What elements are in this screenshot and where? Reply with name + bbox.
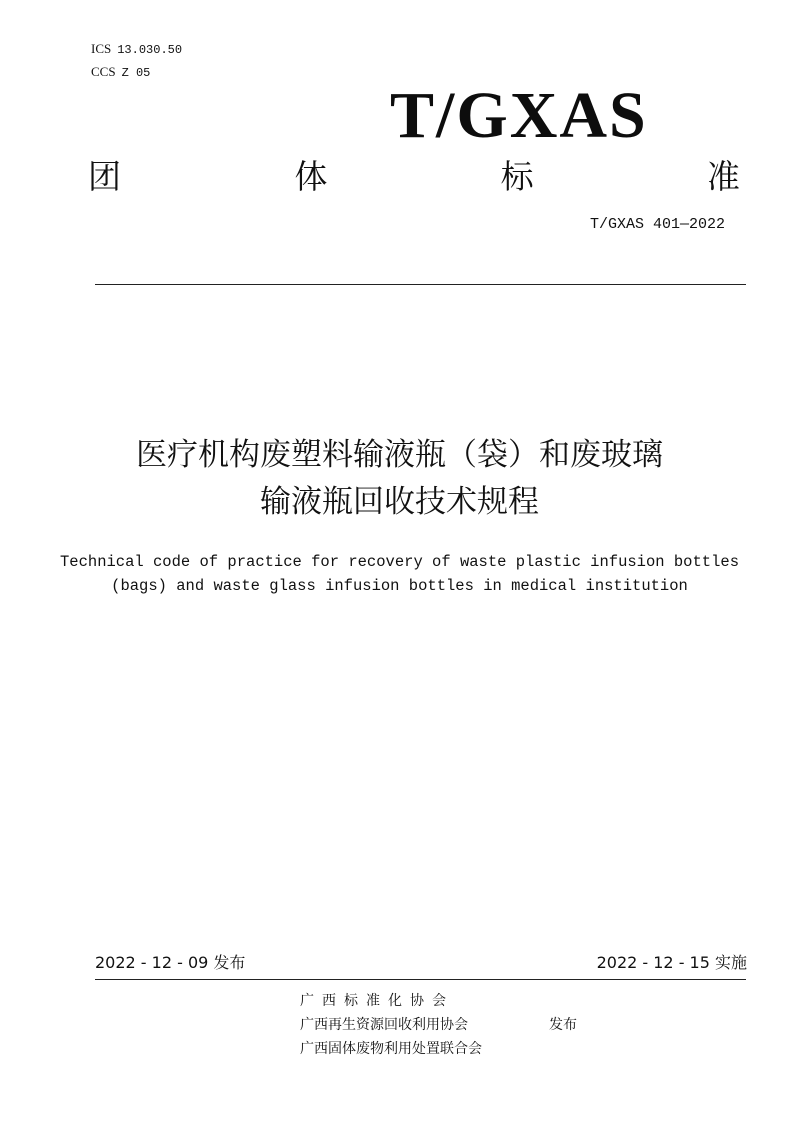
title-en-line1: Technical code of practice for recovery of waste plastic infusion bottles — [59, 553, 739, 571]
issue-date: 2022 - 12 - 09 发布 — [95, 953, 246, 972]
issuer-name: 广西固体废物利用处置联合会 — [300, 1041, 482, 1057]
ics-label: ICS — [91, 41, 112, 56]
ccs-line — [91, 61, 182, 84]
title-cn-line2: 输液瓶回收技术规程 — [260, 484, 539, 520]
classification-codes — [91, 38, 182, 84]
standard-type-char: 标 — [500, 156, 534, 196]
footer-divider — [95, 979, 746, 980]
standard-number: T/GXAS 401—2022 — [589, 216, 725, 233]
title-cn-line1: 医疗机构废塑料输液瓶（袋）和废玻璃 — [136, 437, 663, 473]
ics-value: 13.030.50 — [117, 43, 183, 57]
standard-type-char: 准 — [706, 156, 740, 196]
implementation-date: 2022 - 12 - 15 实施 — [596, 953, 747, 972]
publish-label: 发布 — [549, 1017, 577, 1033]
ccs-value: Z 05 — [121, 66, 151, 80]
standard-type-char: 体 — [294, 156, 328, 196]
standard-type-heading — [88, 150, 740, 198]
header-divider — [95, 284, 746, 285]
ics-line — [91, 38, 182, 61]
issuer-name: 广西再生资源回收利用协会 — [300, 1017, 468, 1033]
standard-type-char: 团 — [88, 156, 121, 196]
standard-brand: T/GXAS — [390, 79, 648, 152]
ccs-label: CCS — [91, 64, 116, 79]
issuer-name: 广西标准化协会 — [300, 993, 454, 1009]
issuer-list — [300, 989, 482, 1061]
title-en-line2: (bags) and waste glass infusion bottles in medical institution — [111, 577, 688, 595]
